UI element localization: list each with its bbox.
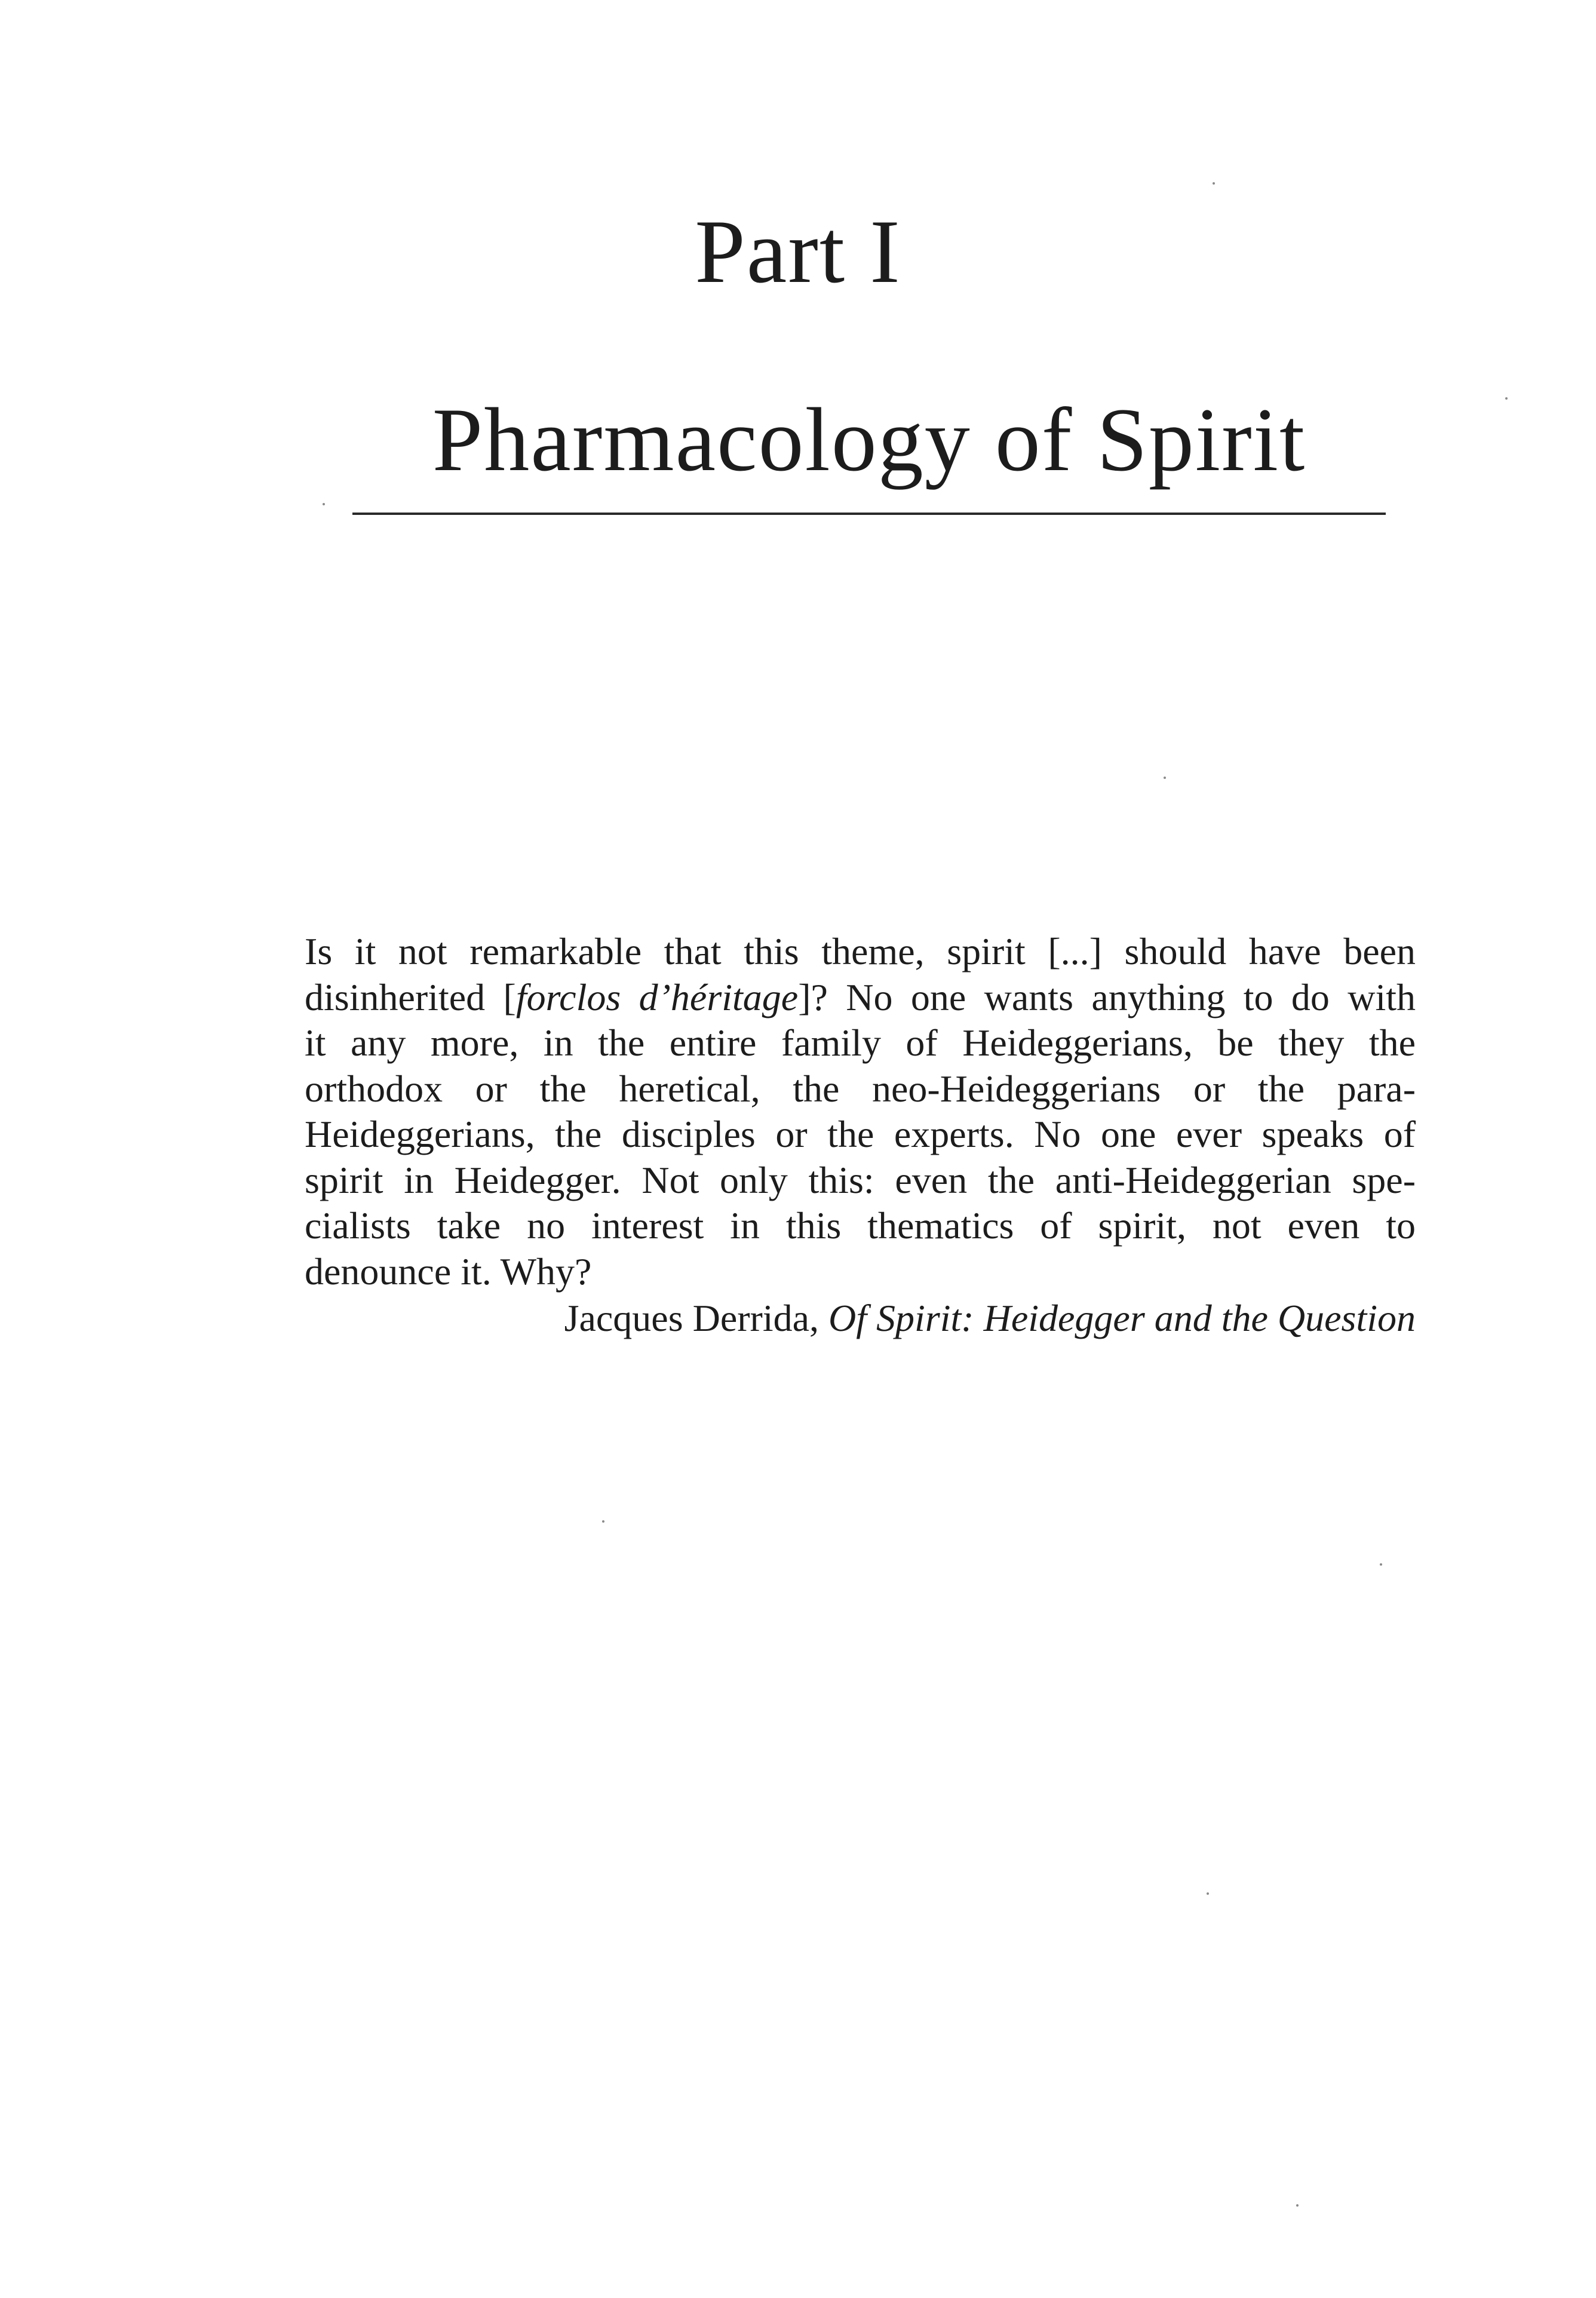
epigraph-line (305, 1112, 1416, 1158)
attribution-work-title: Of Spirit: Heidegger and the Question (828, 1297, 1416, 1339)
epigraph-line (305, 1020, 1416, 1066)
scan-speck (602, 1520, 604, 1523)
epigraph-italic-phrase: forclos d’héritage (515, 975, 799, 1018)
scan-speck (1380, 1563, 1382, 1566)
epigraph-text: denounce it. Why? (305, 1250, 592, 1293)
scan-speck (1207, 1892, 1209, 1895)
epigraph-quote (305, 929, 1416, 1294)
epigraph-line (305, 929, 1416, 975)
epigraph-text: orthodox or the heretical, the neo-Heideggerians or the para- (305, 1067, 1416, 1110)
attribution-author: Jacques Derrida, (564, 1297, 829, 1339)
scan-speck (1164, 777, 1166, 779)
epigraph-text: Heideggerians, the disciples or the experts. No one ever speaks of (305, 1113, 1416, 1155)
epigraph-text: spirit in Heidegger. Not only this: even the anti-Heideggerian spe- (305, 1158, 1416, 1201)
part-number: Part I (695, 201, 901, 302)
title-rule (352, 513, 1386, 515)
epigraph-line (305, 1066, 1416, 1112)
epigraph-line (305, 975, 1416, 1021)
epigraph-attribution (305, 1296, 1416, 1342)
epigraph-line (305, 1249, 1416, 1295)
scan-speck (1505, 397, 1508, 400)
epigraph-line (305, 1203, 1416, 1249)
epigraph-text: Is it not remarkable that this theme, spirit [...] should have been (305, 930, 1416, 972)
scan-speck (323, 503, 325, 505)
scan-speck (1296, 2204, 1299, 2207)
part-title: Pharmacology of Spirit (432, 389, 1306, 490)
epigraph-text: disinherited [ (305, 975, 516, 1018)
scan-speck (1213, 182, 1215, 185)
epigraph-text: it any more, in the entire family of Heideggerians, be they the (305, 1021, 1416, 1064)
epigraph-text: cialists take no interest in this thematics of spirit, not even to (305, 1204, 1416, 1247)
epigraph-line (305, 1158, 1416, 1204)
epigraph-text: ]? No one wants anything to do with (798, 975, 1416, 1018)
